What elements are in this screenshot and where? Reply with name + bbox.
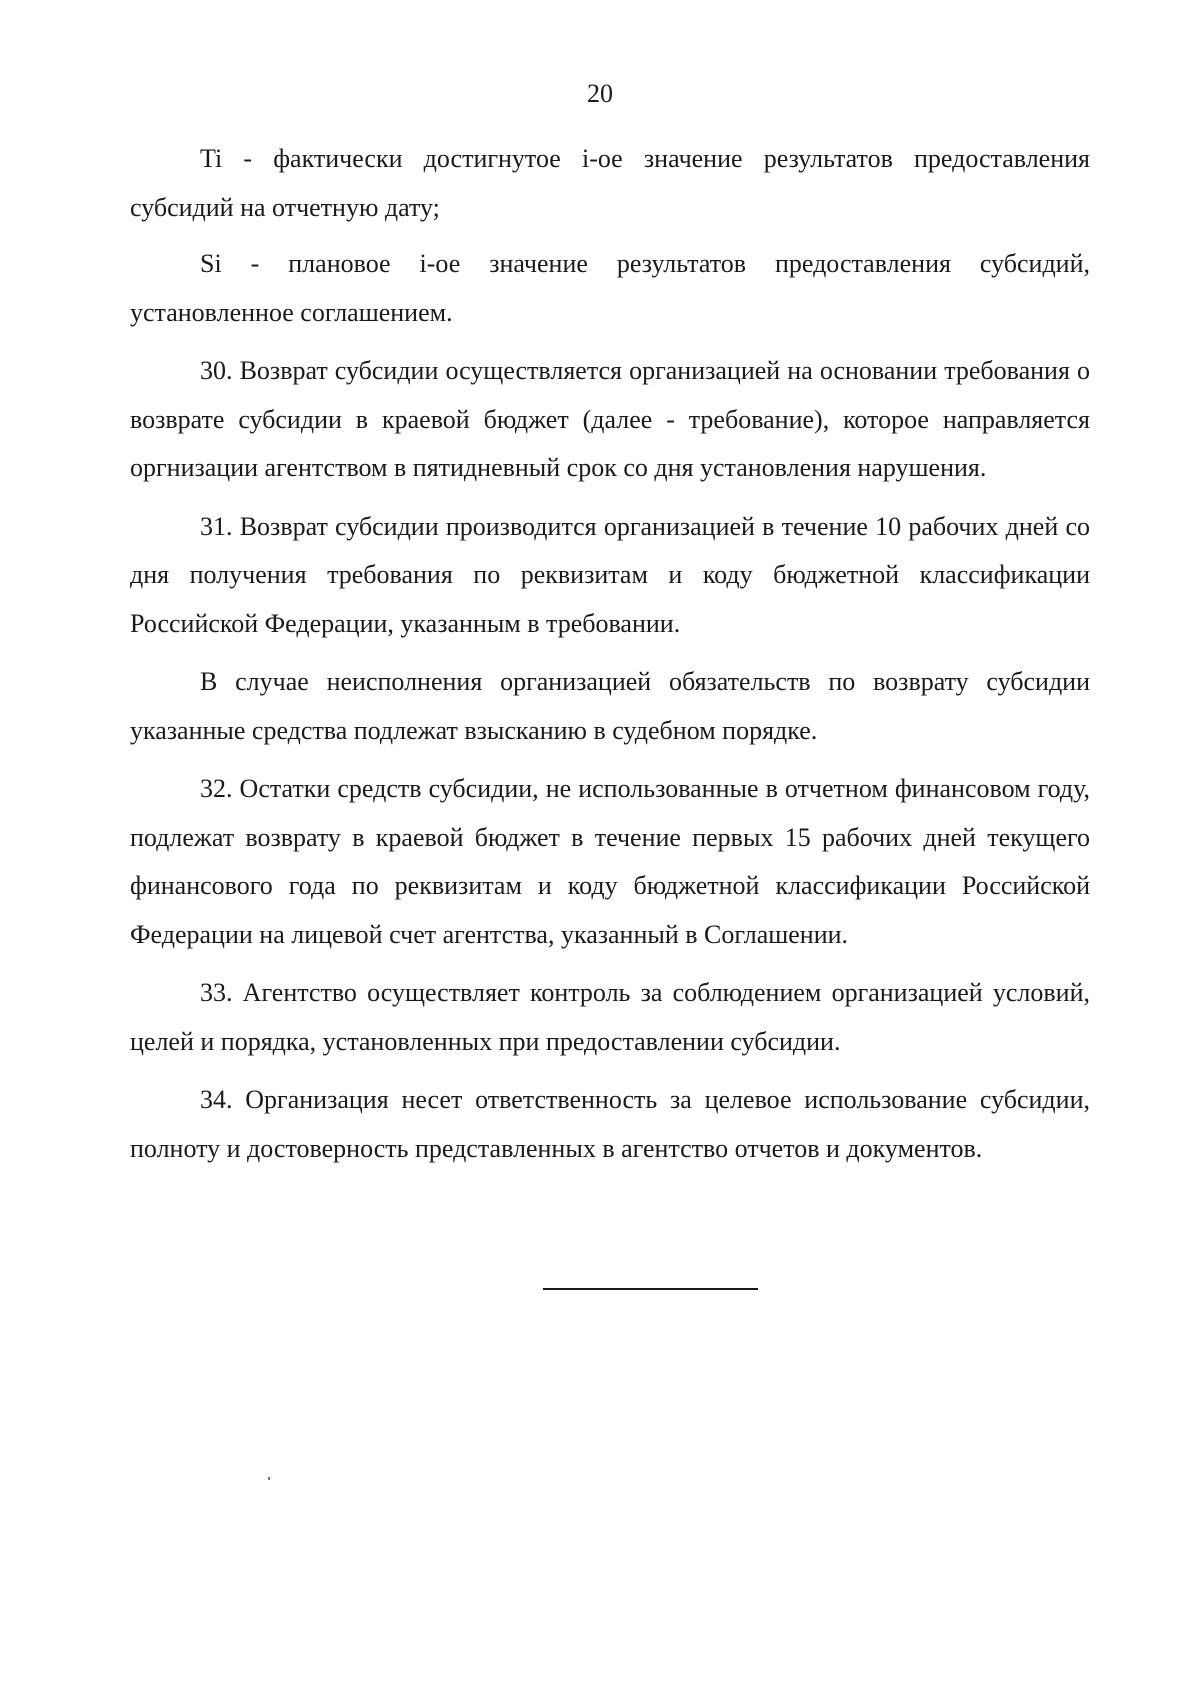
end-of-document-rule [543,1288,758,1290]
page-number: 20 [587,79,613,108]
paragraph-clause-32: 32. Остатки средств субсидии, не использованные в отчетном финансовом году, подлежат возврату в краевой бюджет в течение первых 15 рабочих дней текущего финансового года по реквизитам и коду бюджетной классификации Российской Федерации на лицевой счет агентства, указанный в Соглашении. [130,774,1090,949]
paragraph-clause-30: 30. Возврат субсидии осуществляется организацией на основании требования о возврате субсидии в краевой бюджет (далее - требование), которое направляется оргнизации агентством в пятидневный срок со дня установления нарушения. [130,356,1090,482]
document-body [130,135,1090,1183]
paragraph-clause-31: 31. Возврат субсидии производится организацией в течение 10 рабочих дней со дня получения требования по реквизитам и коду бюджетной классификации Российской Федерации, указанным в требовании. [130,511,1090,638]
paragraph-non-fulfillment: В случае неисполнения организацией обязательств по возврату субсидии указанные средства подлежат взысканию в судебном порядке. [130,667,1090,745]
paragraph-clause-34: 34. Организация несет ответственность за целевое использование субсидии, полноту и достоверность представленных в агентство отчетов и документов. [130,1085,1090,1163]
scan-speck [268,1477,270,1480]
paragraph-clause-33: 33. Агентство осуществляет контроль за соблюдением организацией условий, целей и порядка, установленных при предоставлении субсидии. [130,978,1090,1056]
paragraph-ti-definition: Ti - фактически достигнутое i-ое значение результатов предоставления субсидий на отчетную дату; [130,144,1090,222]
paragraph-si-definition: Si - плановое i-ое значение результатов предоставления субсидий, установленное соглашением. [130,249,1090,327]
